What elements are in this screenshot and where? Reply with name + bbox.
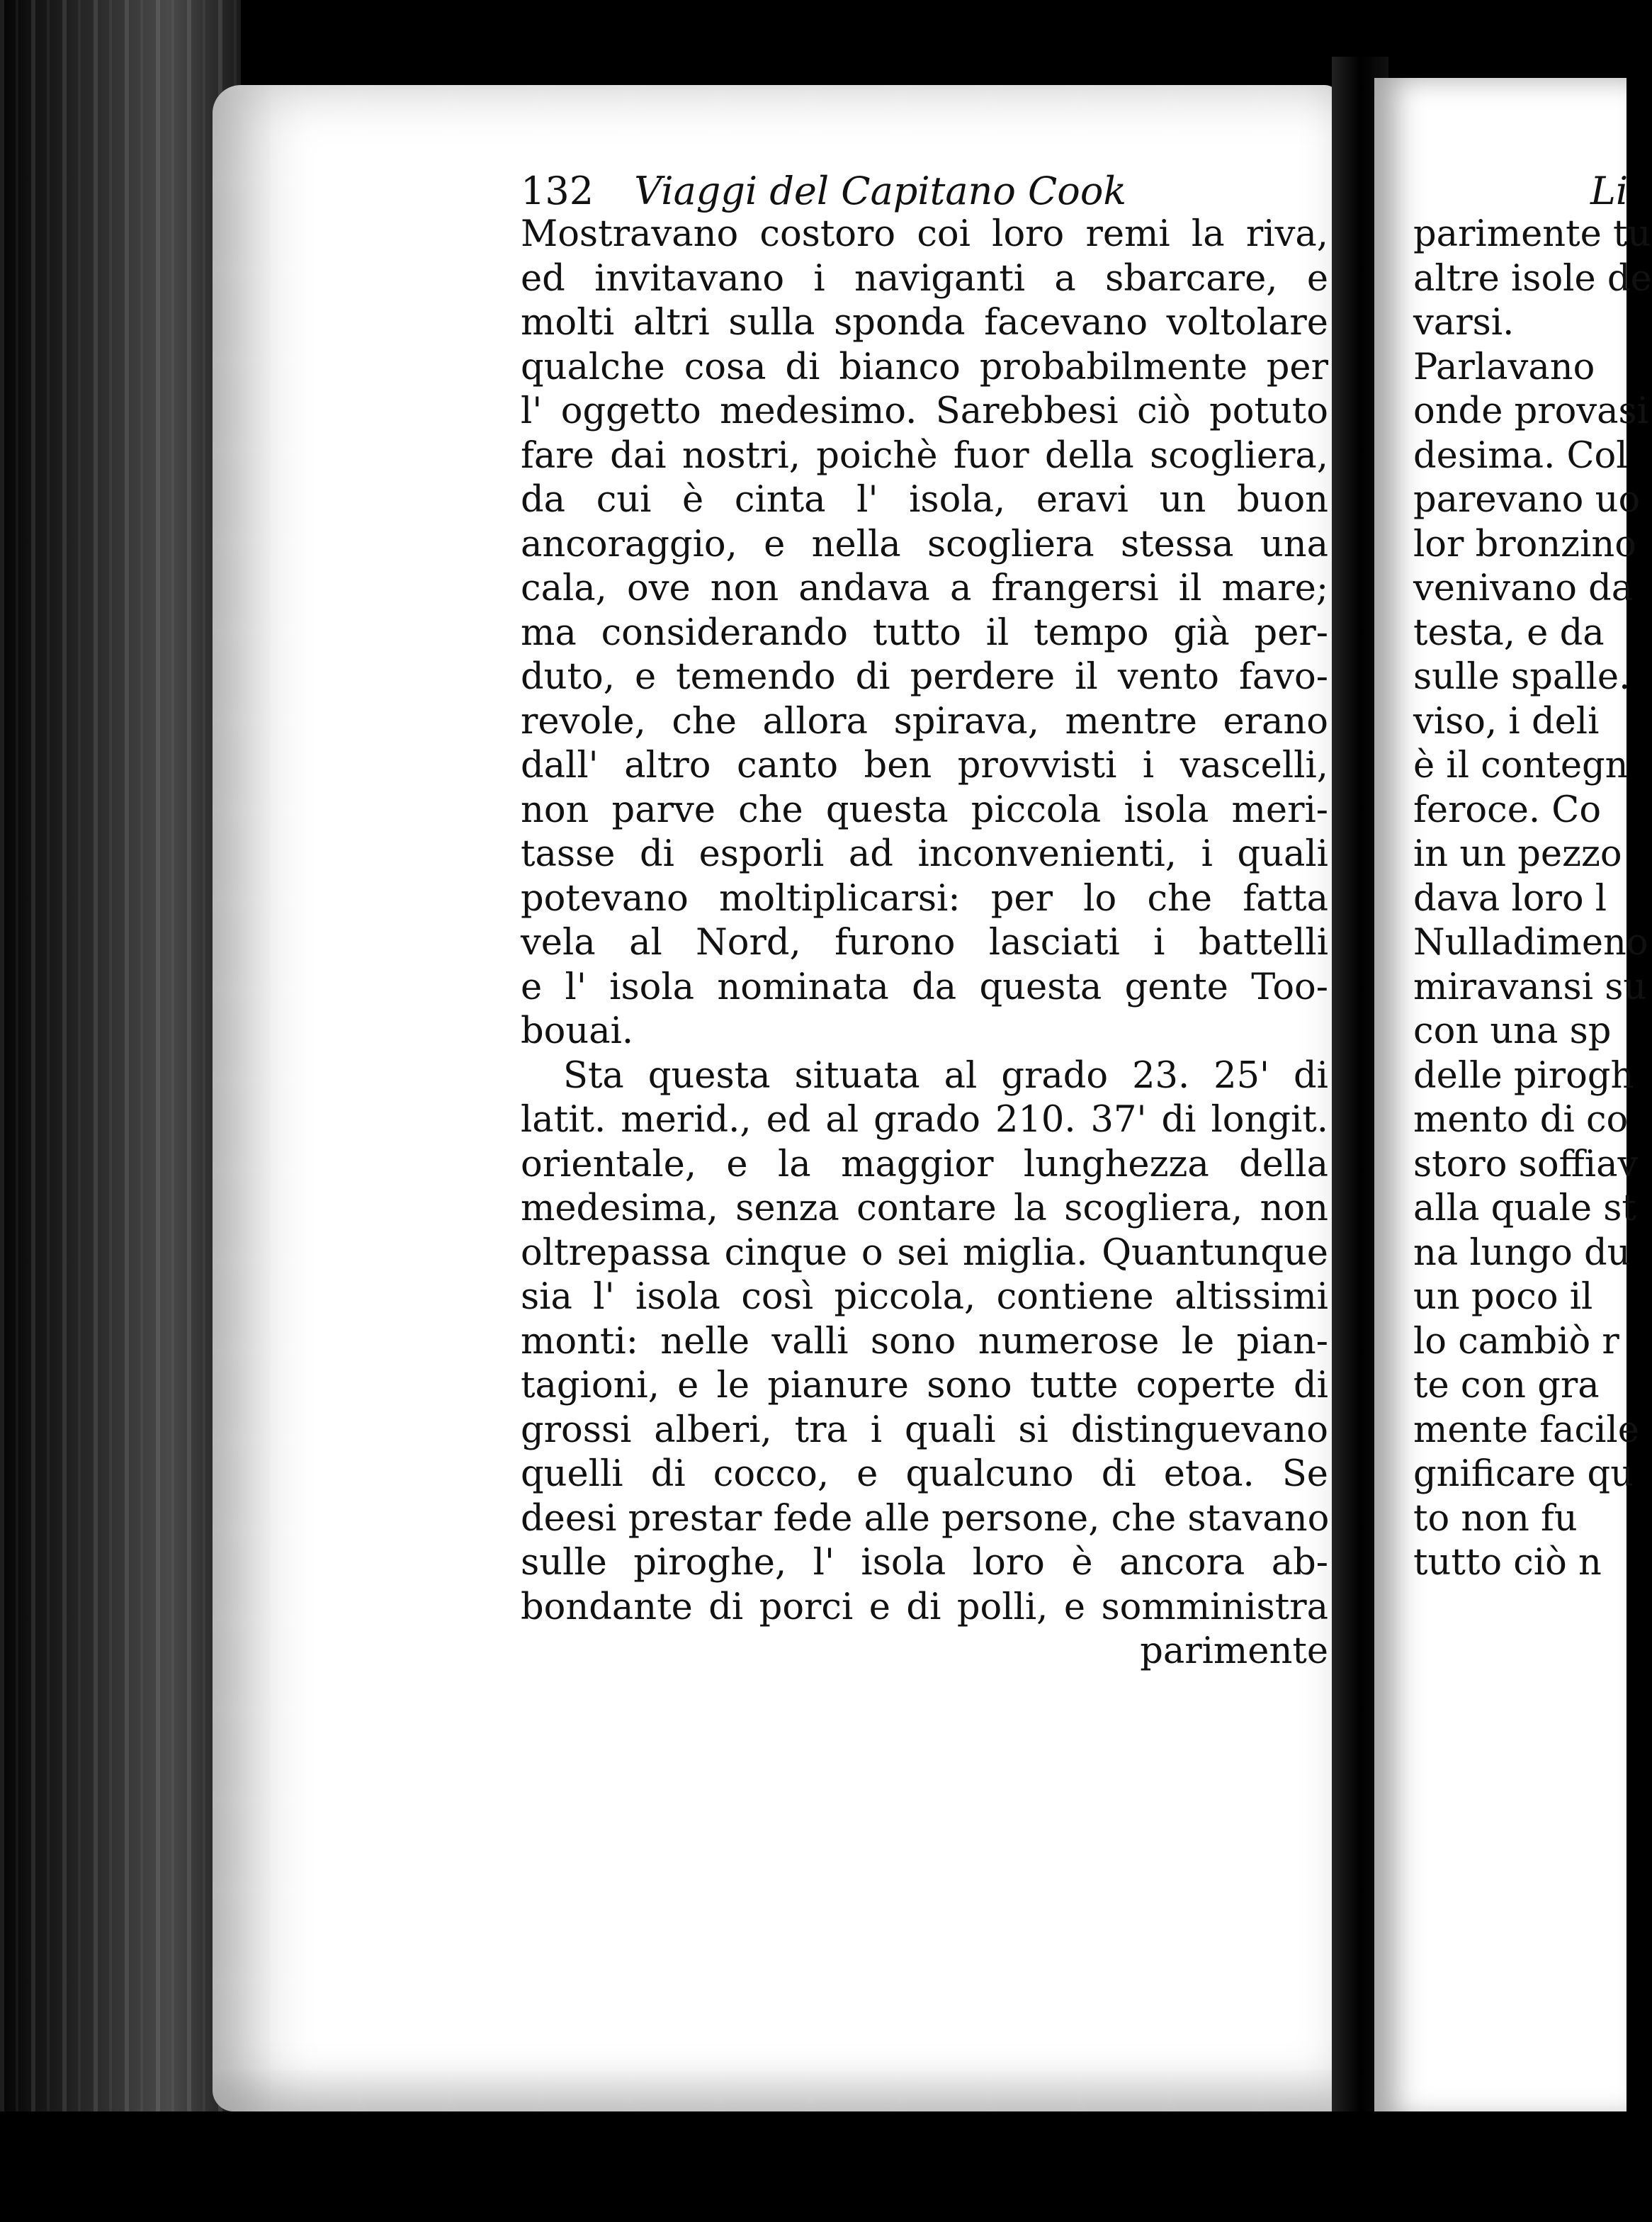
catchword: parimente	[1140, 1630, 1328, 1672]
text-line: ma considerando tutto il tempo già per-	[521, 611, 1328, 654]
text-line: mento di co	[1413, 1099, 1629, 1141]
text-line: altre isole de	[1413, 257, 1652, 300]
text-line: storo soffiav	[1413, 1143, 1639, 1185]
text-line: ed invitavano i naviganti a sbarcare, e	[521, 257, 1328, 300]
text-line: alla quale st	[1413, 1188, 1636, 1229]
running-head: Viaggi del Capitano Cook	[634, 169, 1127, 213]
left-page-header	[521, 167, 1371, 216]
text-line: Nulladimeno	[1413, 922, 1648, 964]
text-line: deesi prestar fede alle persone, che stavano	[521, 1497, 1330, 1540]
text-line: dall' altro canto ben provvisti i vascelli,	[521, 745, 1328, 786]
text-line: Sta questa situata al grado 23. 25' di	[563, 1054, 1328, 1097]
text-line: l' oggetto medesimo. Sarebbesi ciò potuto	[521, 390, 1328, 432]
text-line: grossi alberi, tra i quali si distinguevano	[521, 1409, 1328, 1451]
text-line: in un pezzo	[1413, 833, 1622, 875]
text-line: è il contegn	[1413, 745, 1629, 786]
text-line: sulle spalle.	[1413, 656, 1631, 698]
text-line: latit. merid., ed al grado 210. 37' di longit.	[521, 1099, 1328, 1141]
text-line: feroce. Co	[1413, 789, 1602, 831]
text-line: delle pirogh	[1413, 1054, 1634, 1097]
text-line: quelli di cocco, e qualcuno di etoa. Se	[521, 1453, 1328, 1495]
text-line: desima. Col	[1413, 434, 1628, 477]
text-line: testa, e da	[1413, 611, 1605, 654]
text-line: molti altri sulla sponda facevano voltolare	[521, 302, 1328, 344]
text-line: tasse di esporli ad inconvenienti, i quali	[521, 833, 1328, 875]
text-line: con una sp	[1413, 1010, 1612, 1052]
text-line: orientale, e la maggior lunghezza della	[521, 1143, 1328, 1185]
text-line: medesima, senza contare la scogliera, non	[521, 1188, 1328, 1229]
text-line: to non fu	[1413, 1497, 1578, 1540]
text-line: ancoraggio, e nella scogliera stessa una	[521, 523, 1328, 565]
text-line: monti: nelle valli sono numerose le pian-	[521, 1320, 1328, 1363]
text-line: qualche cosa di bianco probabilmente per	[521, 346, 1328, 388]
text-line: un poco il	[1413, 1276, 1593, 1318]
text-line: te con gra	[1413, 1365, 1600, 1406]
text-line: fare dai nostri, poichè fuor della scogliera,	[521, 434, 1328, 477]
text-line: oltrepassa cinque o sei miglia. Quantunque	[521, 1231, 1328, 1274]
text-line: dava loro l	[1413, 877, 1607, 920]
text-line: lor bronzino	[1413, 523, 1636, 565]
text-line: non parve che questa piccola isola meri-	[521, 789, 1328, 831]
left-page-body	[521, 213, 1328, 1674]
text-line: lo cambiò r	[1413, 1320, 1619, 1363]
text-line: mente facile	[1413, 1409, 1639, 1451]
text-line: bondante di porci e di polli, e somministra	[521, 1586, 1328, 1628]
text-line: vela al Nord, furono lasciati i battelli	[521, 922, 1328, 964]
text-line: gnificare qu	[1413, 1453, 1634, 1495]
text-line: viso, i deli	[1413, 700, 1600, 743]
text-line: cala, ove non andava a frangersi il mare;	[521, 568, 1328, 609]
text-line: onde provasi	[1413, 390, 1649, 432]
text-line: parimente tu	[1413, 213, 1651, 255]
text-line: sia l' isola così piccola, contiene altissimi	[521, 1276, 1328, 1318]
text-line: potevano moltiplicarsi: per lo che fatta	[521, 877, 1328, 920]
right-page-header: Li	[1590, 169, 1629, 213]
page-number: 132	[521, 169, 594, 213]
text-line: e l' isola nominata da questa gente Too-	[521, 966, 1328, 1008]
text-line: Mostravano costoro coi loro remi la riva,	[521, 213, 1328, 255]
text-line: Parlavano	[1413, 346, 1595, 388]
text-line: na lungo du	[1413, 1231, 1631, 1274]
text-line: duto, e temendo di perdere il vento favo-	[521, 656, 1328, 698]
text-line: tutto ciò n	[1413, 1542, 1602, 1584]
text-line: revole, che allora spirava, mentre erano	[521, 700, 1328, 743]
right-page-body	[1413, 213, 1652, 1586]
text-line: tagioni, e le pianure sono tutte coperte di	[521, 1365, 1328, 1406]
text-line: sulle piroghe, l' isola loro è ancora ab-	[521, 1542, 1328, 1584]
text-line: parevano uo	[1413, 479, 1641, 521]
bottom-background	[0, 2111, 1626, 2222]
text-line: miravansi su	[1413, 966, 1647, 1008]
text-line: bouai.	[521, 1010, 634, 1052]
book-binding-edge	[0, 0, 241, 2222]
text-line: venivano da	[1413, 568, 1634, 609]
text-line: varsi.	[1413, 302, 1515, 344]
text-line: da cui è cinta l' isola, eravi un buon	[521, 479, 1328, 521]
